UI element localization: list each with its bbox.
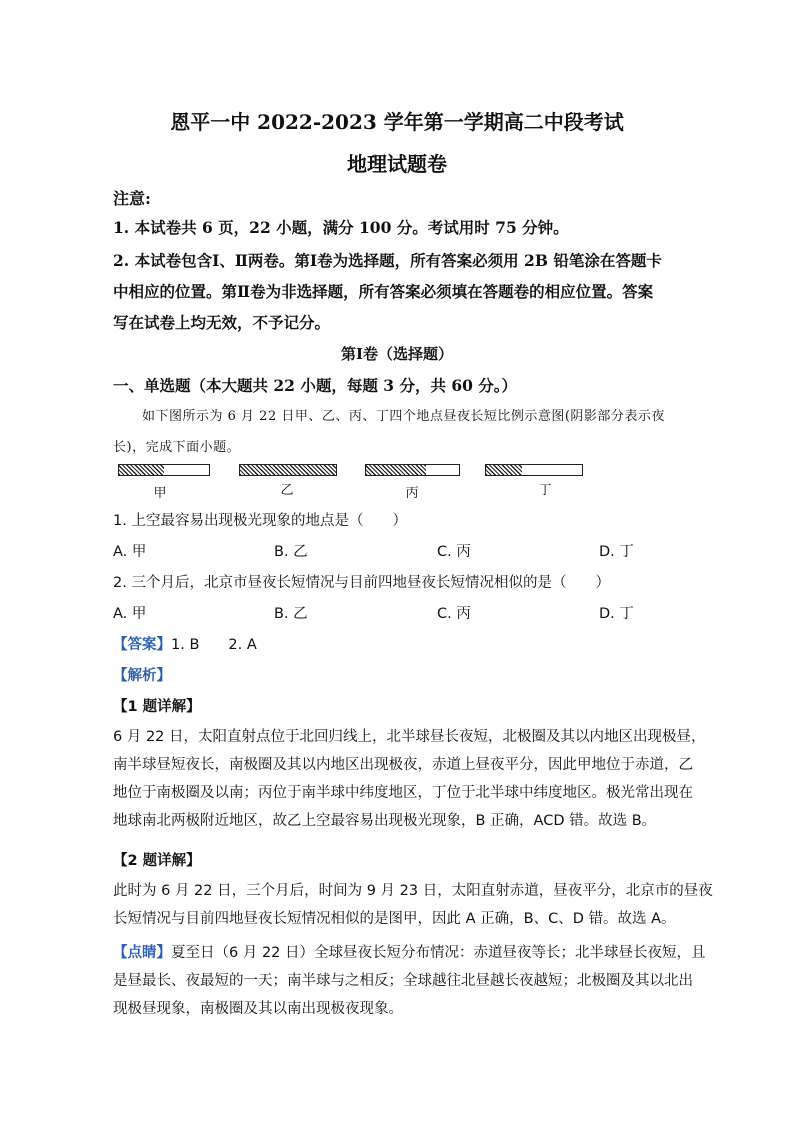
analysis-label: 【解析】	[113, 668, 171, 684]
intro-line-2: 长)，完成下面小题。	[113, 440, 241, 455]
question-2-option-b: B. 乙	[274, 606, 308, 622]
part1-heading: 第Ⅰ卷（选择题）	[340, 345, 454, 363]
notice-line-2: 2. 本试卷包含Ⅰ、Ⅱ两卷。第Ⅰ卷为选择题，所有答案必须用 2B 铅笔涂在答题卡	[113, 251, 662, 270]
answer-text: 1. B 2. A	[171, 637, 257, 653]
intro-line-1: 如下图所示为 6 月 22 日甲、乙、丙、丁四个地点昼夜长短比例示意图(阴影部分表示夜	[142, 409, 665, 424]
tip-label: 【点睛】	[113, 945, 171, 961]
tip-line-2: 是昼最长、夜最短的一天；南半球与之相反；全球越往北昼越长夜越短；北极圈及其以北出	[113, 973, 693, 989]
notice-line-4: 写在试卷上均无效，不予记分。	[113, 313, 331, 332]
night-shade-yi	[240, 465, 336, 475]
question-1-option-a: A. 甲	[113, 544, 147, 560]
answer-label: 【答案】	[113, 637, 171, 653]
question-1-option-d: D. 丁	[599, 544, 634, 560]
q2-detail-label: 【2 题详解】	[113, 853, 201, 869]
daylength-bar-jia	[118, 464, 210, 476]
question-2-stem: 2. 三个月后，北京市昼夜长短情况与目前四地昼夜长短情况相似的是（ ）	[113, 575, 610, 591]
tip-line-3: 现极昼现象，南极圈及其以南出现极夜现象。	[113, 1001, 403, 1017]
notice-line-1: 1. 本试卷共 6 页，22 小题，满分 100 分。考试用时 75 分钟。	[113, 218, 569, 237]
bar-label-ding: 丁	[538, 483, 552, 498]
q1-detail-line-3: 地位于南极圈及以南；丙位于南半球中纬度地区，丁位于北半球中纬度地区。极光常出现在	[113, 785, 693, 801]
q2-detail-paragraph	[113, 877, 713, 933]
section-heading: 一、单选题（本大题共 22 小题，每题 3 分，共 60 分。）	[113, 376, 518, 395]
q1-detail-line-2: 南半球昼短夜长，南极圈及其以内地区出现极夜，赤道上昼夜平分，因此甲地位于赤道，乙	[113, 757, 693, 773]
exam-subtitle: 地理试题卷	[347, 152, 447, 176]
bar-label-jia: 甲	[153, 486, 167, 501]
daylength-bar-ding	[485, 464, 583, 476]
bar-label-yi: 乙	[280, 483, 294, 498]
exam-title: 恩平一中 2022-2023 学年第一学期高二中段考试	[170, 110, 624, 134]
q1-detail-label: 【1 题详解】	[113, 699, 201, 715]
q2-detail-line-1: 此时为 6 月 22 日，三个月后，时间为 9 月 23 日，太阳直射赤道，昼夜平分，北京市的昼夜	[113, 883, 713, 899]
q1-detail-line-1: 6 月 22 日，太阳直射点位于北回归线上，北半球昼长夜短，北极圈及其以内地区出现极昼，	[113, 729, 706, 745]
tip-line-1-text: 夏至日（6 月 22 日）全球昼夜长短分布情况：赤道昼夜等长；北半球昼长夜短，且	[171, 945, 706, 961]
tip-line-1	[113, 939, 706, 967]
night-shade-bing	[366, 465, 426, 475]
notice-heading: 注意:	[113, 189, 151, 208]
daylength-bar-bing	[365, 464, 460, 476]
q1-detail-line-4: 地球南北两极附近地区，故乙上空最容易出现极光现象，B 正确，ACD 错。故选 B。	[113, 813, 657, 829]
night-shade-jia	[119, 465, 164, 475]
bar-label-bing: 丙	[405, 486, 419, 501]
question-2-option-d: D. 丁	[599, 606, 634, 622]
question-1-stem: 1. 上空最容易出现极光现象的地点是（ ）	[113, 513, 407, 529]
tip-paragraph	[113, 939, 706, 1023]
question-2-option-c: C. 丙	[437, 606, 471, 622]
question-1-option-c: C. 丙	[437, 544, 471, 560]
night-shade-ding	[486, 465, 522, 475]
answer-line	[113, 633, 683, 654]
q1-detail-paragraph	[113, 723, 706, 835]
notice-line-3: 中相应的位置。第Ⅱ卷为非选择题，所有答案必须填在答题卷的相应位置。答案	[113, 282, 654, 301]
q2-detail-line-2: 长短情况与目前四地昼夜长短情况相似的是图甲，因此 A 正确，B、C、D 错。故选 A。	[113, 911, 676, 927]
question-1-option-b: B. 乙	[274, 544, 308, 560]
question-2-option-a: A. 甲	[113, 606, 147, 622]
daylength-bar-yi	[239, 464, 337, 476]
